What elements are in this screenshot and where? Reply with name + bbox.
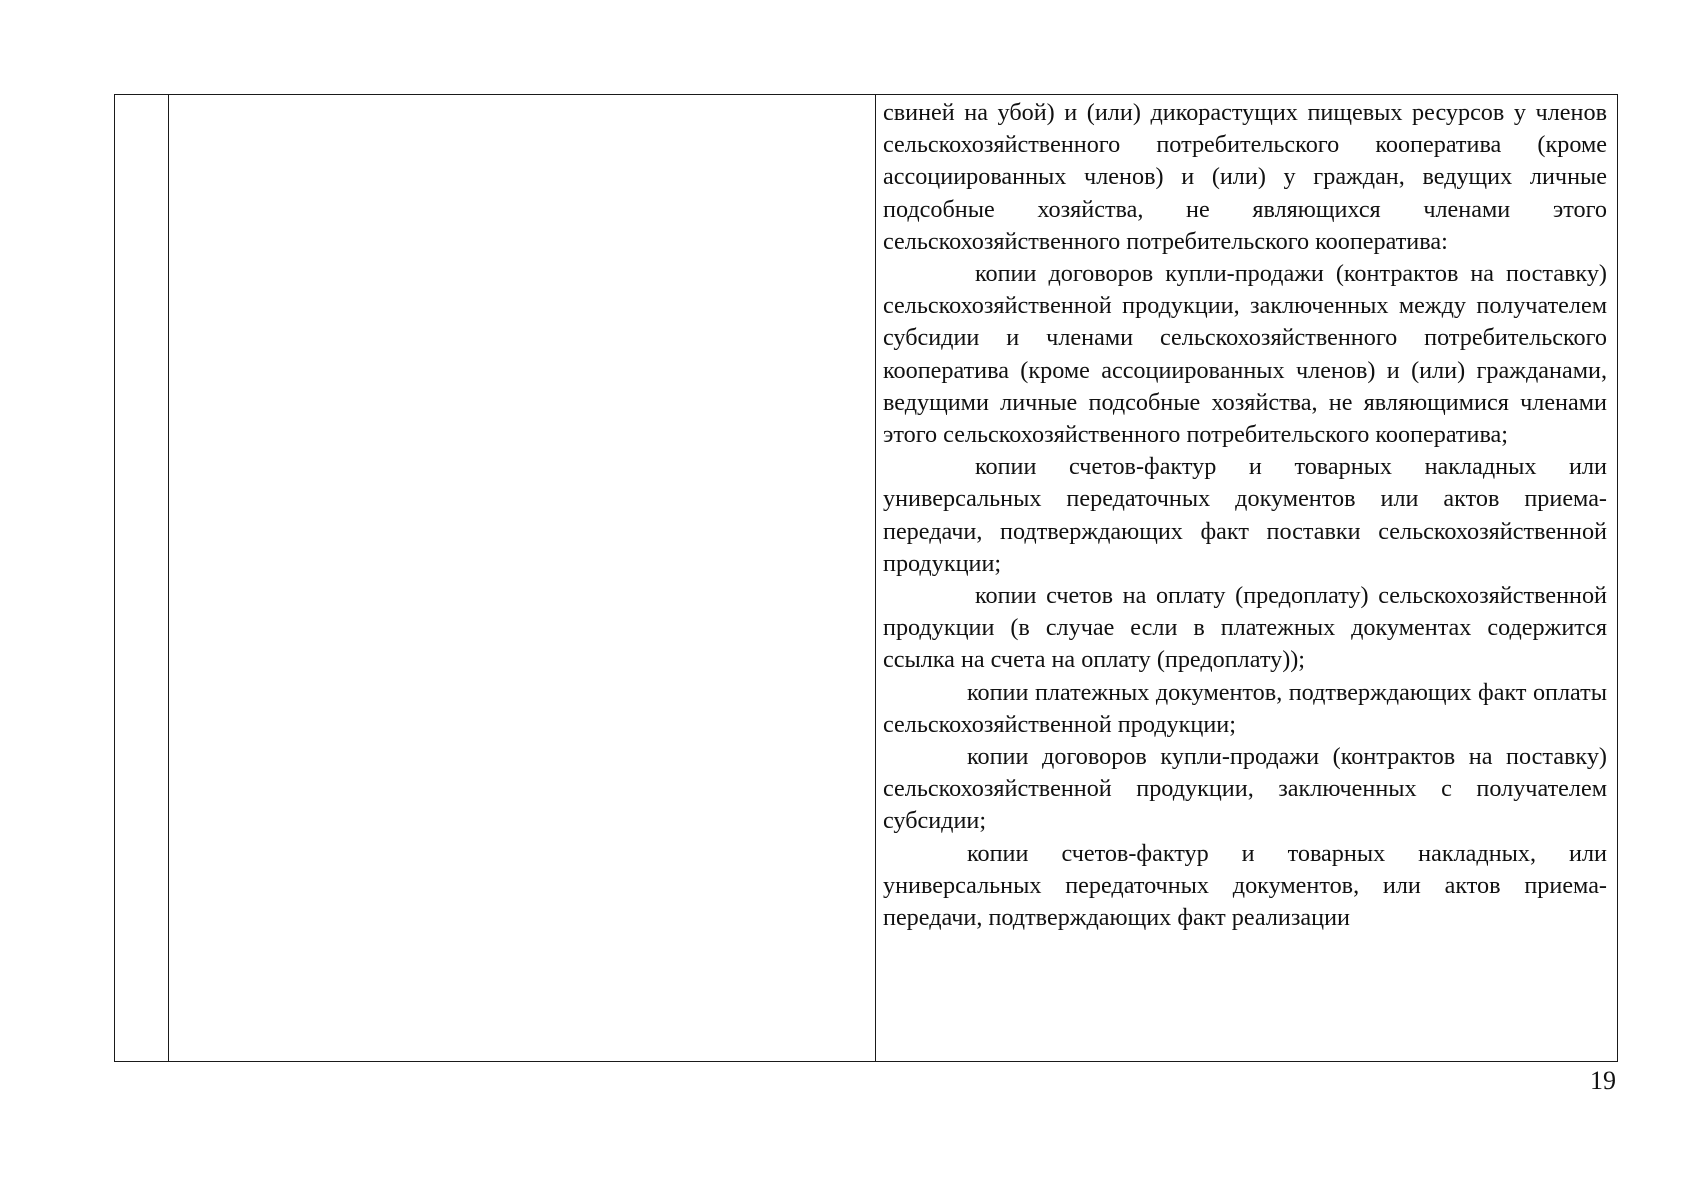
requirements-paragraph: свиней на убой) и (или) дикорастущих пищевых ресурсов у членов сельскохозяйственного потребительского кооператива (кроме ассоциированных членов) и (или) у граждан, ведущих личные подсобные хозяйства, не являющихся членами этого сельскохозяйственного потребительского кооператива:	[883, 99, 1607, 255]
requirements-paragraph: копии платежных документов, подтверждающих факт оплаты сельскохозяйственной продукции;	[883, 678, 1607, 738]
requirements-paragraph: копии счетов-фактур и товарных накладных или универсальных передаточных документов или актов приема-передачи, подтверждающих факт поставки сельскохозяйственной продукции;	[883, 453, 1607, 577]
requirements-paragraph: копии счетов-фактур и товарных накладных, или универсальных передаточных документов, или актов приема-передачи, подтверждающих факт реализации	[883, 839, 1607, 932]
requirements-paragraph: копии счетов на оплату (предоплату) сельскохозяйственной продукции (в случае если в платежных документах содержится ссылка на счета на оплату (предоплату));	[883, 582, 1607, 674]
column-divider	[875, 95, 876, 1061]
requirements-paragraph: копии договоров купли-продажи (контрактов на поставку) сельскохозяйственной продукции, заключенных с получателем субсидии;	[883, 743, 1607, 835]
document-table	[114, 94, 1618, 1062]
table-cell-requirements	[883, 97, 1607, 1061]
table-cell-number	[115, 95, 168, 1061]
page-number: 19	[1590, 1066, 1616, 1095]
requirements-paragraph: копии договоров купли-продажи (контрактов на поставку) сельскохозяйственной продукции, заключенных между получателем субсидии и членами сельскохозяйственного потребительского кооператива (кроме ассоциированных членов) и (или) гражданами, ведущими личные подсобные хозяйства, не являющимися членами этого сельскохозяйственного потребительского кооператива;	[883, 260, 1607, 449]
table-cell-name	[169, 95, 875, 1061]
